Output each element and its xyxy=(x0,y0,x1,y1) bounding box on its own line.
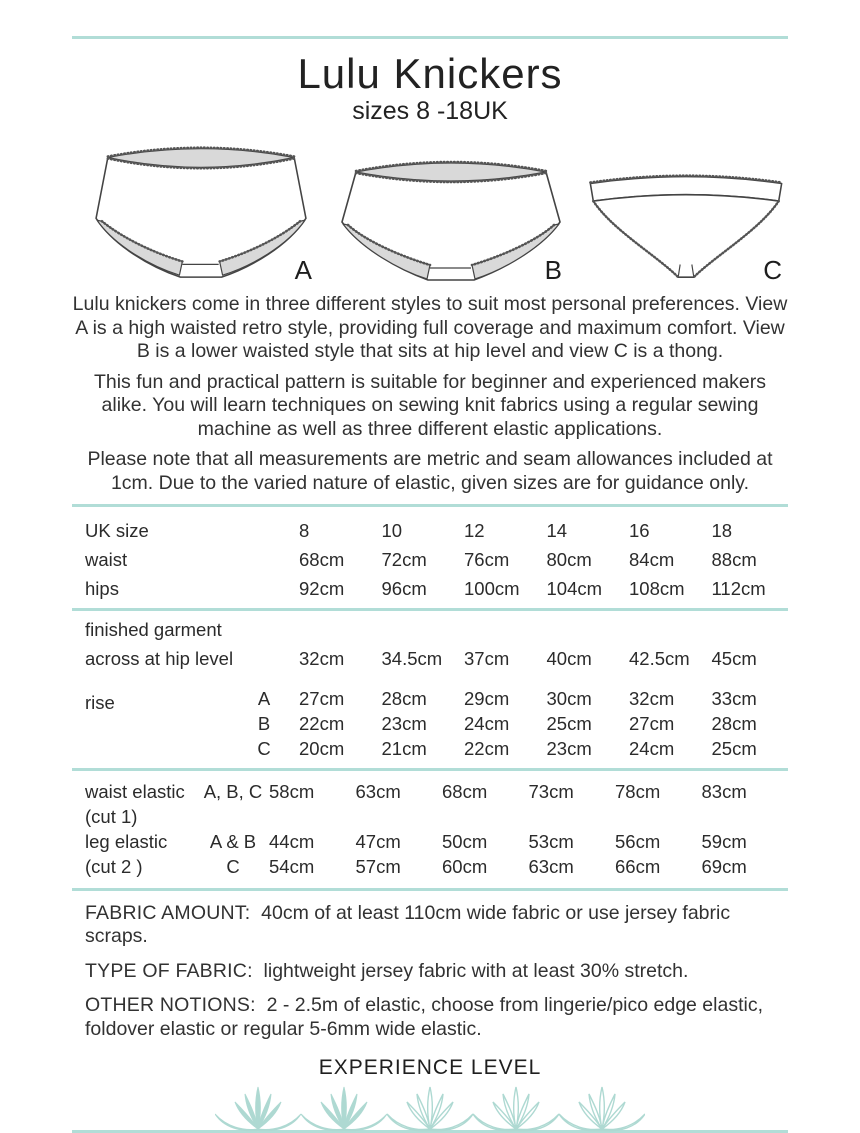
page-subtitle: sizes 8 -18UK xyxy=(352,97,508,126)
leg-elastic-cut-label: (cut 2 ) xyxy=(85,856,143,878)
view-b-label: B xyxy=(544,255,562,286)
leg-elastic-row-c: (cut 2 ) C 54cm 57cm 60cm 63cm 66cm 69cm xyxy=(85,856,747,878)
pattern-instruction-sheet xyxy=(0,36,860,1133)
view-c-drawing xyxy=(576,162,796,284)
size-col: 18 xyxy=(711,519,733,541)
table-top-divider xyxy=(72,504,788,507)
other-notions-note xyxy=(85,994,788,1041)
uk-size-label: UK size xyxy=(85,519,149,541)
waist-row: waist 68cm 72cm 76cm 80cm 84cm 88cm xyxy=(85,548,757,570)
other-notions-label: OTHER NOTIONS: xyxy=(85,994,256,1017)
size-table xyxy=(72,516,788,891)
page-title: Lulu Knickers xyxy=(297,50,563,97)
size-col: 10 xyxy=(381,519,403,541)
style-views-row xyxy=(72,132,788,284)
finished-garment-row xyxy=(72,615,788,644)
intro-paragraph-pattern: This fun and practical pattern is suitable for beginner and experienced makers alike. You will learn techniques on sewing knit fabrics using a regular sewing machine as well as three different elastic applications. xyxy=(93,370,767,440)
table-mid-divider xyxy=(72,608,788,611)
table-bottom-divider xyxy=(72,888,788,891)
finished-garment-label: finished garment xyxy=(85,618,222,640)
fabric-amount-label: FABRIC AMOUNT: xyxy=(85,901,251,924)
view-c-label: C xyxy=(763,255,782,286)
experience-lotus-filled-icon xyxy=(301,1085,387,1132)
waist-elastic-cut-row xyxy=(72,805,788,830)
view-a-label: A xyxy=(294,255,312,286)
rise-row-c: C 20cm 21cm 22cm 23cm 24cm 25cm xyxy=(257,737,757,759)
top-divider xyxy=(72,36,788,39)
rise-section xyxy=(72,686,788,761)
size-col: 16 xyxy=(629,519,650,541)
across-hip-row: across at hip level 32cm 34.5cm 37cm 40cm 42.5cm 45cm xyxy=(85,647,757,669)
rise-row-a: A 27cm 28cm 29cm 30cm 32cm 33cm xyxy=(257,687,757,709)
rise-label: rise xyxy=(85,692,115,714)
knickers-view-a-icon xyxy=(76,132,326,284)
size-col: 12 xyxy=(464,519,485,541)
experience-lotus-outline-icon xyxy=(387,1085,473,1132)
experience-lotus-outline-icon xyxy=(559,1085,645,1132)
other-notions-text: 2 - 2.5m of elastic, choose from lingerie/pico edge elastic, foldover elastic or regular 5-6mm wide elastic. xyxy=(85,994,763,1040)
leg-elastic-row-ab: leg elastic A & B 44cm 47cm 50cm 53cm 56cm 59cm xyxy=(85,831,747,853)
table-header-row xyxy=(72,516,788,545)
fabric-amount-text: 40cm of at least 110cm wide fabric or use jersey fabric scraps. xyxy=(85,901,731,948)
waist-elastic-row: waist elastic A, B, C 58cm 63cm 68cm 73cm 78cm 83cm xyxy=(85,781,747,803)
experience-lotus-outline-icon xyxy=(473,1085,559,1132)
experience-lotus-filled-icon xyxy=(215,1085,301,1132)
experience-level-section xyxy=(72,1056,788,1133)
knickers-view-b-icon xyxy=(326,148,576,284)
size-col: 8 xyxy=(299,519,310,541)
experience-level-heading: EXPERIENCE LEVEL xyxy=(318,1056,542,1080)
size-col: 14 xyxy=(546,519,568,541)
experience-level-icons xyxy=(72,1085,788,1132)
fabric-amount-note xyxy=(85,902,788,949)
type-of-fabric-label: TYPE OF FABRIC: xyxy=(85,959,253,982)
type-of-fabric-note xyxy=(85,960,788,984)
hips-row: hips 92cm 96cm 100cm 104cm 108cm 112cm xyxy=(85,577,766,599)
view-b-drawing xyxy=(326,148,576,284)
rise-row-b: B 22cm 23cm 24cm 25cm 27cm 28cm xyxy=(257,712,757,734)
elastic-section xyxy=(72,771,788,888)
notes-section xyxy=(72,902,788,1042)
waist-elastic-label: waist elastic xyxy=(85,781,185,803)
type-of-fabric-text: lightweight jersey fabric with at least 30% stretch. xyxy=(263,959,689,982)
view-a-drawing xyxy=(76,132,326,284)
intro-paragraph-styles: Lulu knickers come in three different styles to suit most personal preferences. View A is a high waisted retro style, providing full coverage and maximum comfort. View B is a lower waisted style that sits at hip level and view C is a thong. xyxy=(72,293,788,363)
intro-paragraph-measurements: Please note that all measurements are metric and seam allowances included at 1cm. Due to the varied nature of elastic, given sizes are for guidance only. xyxy=(87,448,773,494)
leg-elastic-label: leg elastic xyxy=(85,831,168,853)
waist-elastic-cut-label: (cut 1) xyxy=(85,806,138,828)
